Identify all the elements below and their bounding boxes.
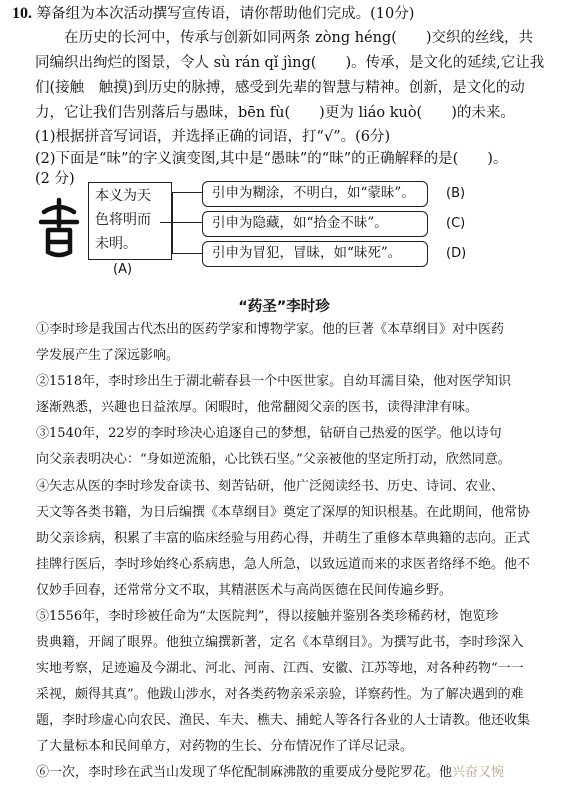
- sub-question-2: (2)下面是“昧”的字义演变图,其中是“愚昧”的“昧”的正确解释的是( )。: [35, 151, 508, 167]
- bracket-bottom: [172, 253, 202, 254]
- bracket-vertical: [172, 192, 173, 254]
- article-line: 向父亲表明决心：“身如逆流船，心比铁石坚。”父亲被他的坚定所打动，欣然同意。: [36, 452, 511, 467]
- passage-line-2: 同编织出绚烂的图景，令人 sù rán qǐ jìng( )。传承，是文化的延续,它让我: [35, 55, 545, 71]
- origin-line-1: 本义为天: [95, 188, 151, 204]
- article-line: 逐渐熟悉，兴趣也日益浓厚。闲暇时，他常翻阅父亲的医书，读得津津有味。: [36, 400, 479, 415]
- article-line: ①李时珍是我国古代杰出的医药学家和博物学家。他的巨著《本草纲目》对中医药: [36, 322, 505, 337]
- origin-label: (A): [113, 262, 133, 277]
- article-line: 挂牌行医后，李时珍始终心系病患，急人所急，以致远道而来的求医者络绎不绝。他不: [36, 557, 531, 572]
- origin-line-2: 色将明而: [95, 212, 151, 228]
- branch-text-c: 引申为隐藏，如“拾金不昧”。: [212, 215, 388, 231]
- article-title: “药圣”李时珍: [238, 299, 330, 315]
- origin-line-3: 未明。: [95, 236, 137, 252]
- passage-line-4: 力，它让我们告别落后与愚昧，bēn fù( )更为 liáo kuò( )的未来。: [35, 105, 515, 121]
- article-line: 实地考察，足迹遍及今湖北、河北、河南、江西、安徽、江苏等地，对各种药物“一一: [36, 661, 524, 676]
- passage-line-3: 们(接触 触摸)到历史的脉搏，感受到先辈的智慧与精神。创新，是文化的动: [35, 80, 525, 96]
- branch-label-b: (B): [446, 186, 466, 201]
- article-line: 题，李时珍虚心向农民、渔民、车夫、樵夫、捕蛇人等各行各业的人士请教。他还收集: [36, 713, 531, 728]
- sub-question-2-points: (2 分): [35, 171, 75, 187]
- article-line: ④矢志从医的李时珍发奋读书、刻苦钻研，他广泛阅读经书、历史、诗词、农业、: [36, 479, 505, 494]
- branch-label-d: (D): [446, 246, 467, 261]
- article-line-last: [36, 763, 504, 783]
- question-prompt: 筹备组为本次活动撰写宣传语，请你帮助他们完成。(10分): [36, 6, 415, 22]
- question-header: [12, 4, 414, 24]
- passage-line-1: 在历史的长河中，传承与创新如同两条 zòng héng( )交织的丝线，共: [64, 30, 534, 46]
- branch-label-c: (C): [446, 216, 466, 231]
- question-number: 10.: [12, 5, 32, 22]
- bracket-middle: [160, 222, 202, 223]
- article-line: 了大量标本和民间单方，对药物的生长、分布情况作了详尽记录。: [36, 739, 414, 754]
- origin-meaning-box: [88, 182, 172, 260]
- article-line: 贵典籍，开阔了眼界。他独立编撰新著，定名《本草纲目》。为撰写此书，李时珍深入: [36, 635, 524, 650]
- watermark-text: 兴奋又惋: [452, 765, 505, 780]
- article-line: ②1518年，李时珍出生于湖北蕲春县一个中医世家。自幼耳濡目染，他对医学知识: [36, 374, 512, 389]
- seal-script-character-icon: [36, 196, 82, 258]
- article-line: 采视，颇得其真”。他跋山涉水，对各类药物亲采亲验，详察药性。为了解决遇到的难: [36, 687, 524, 702]
- sub-question-1: (1)根据拼音写词语，并选择正确的词语，打“√”。(6分): [35, 129, 391, 145]
- article-line-text: ⑥一次，李时珍在武当山发现了华佗配制麻沸散的重要成分曼陀罗花。他: [36, 765, 453, 780]
- article-line: 学发展产生了深远影响。: [36, 348, 180, 363]
- article-line: ⑤1556年，李时珍被任命为“太医院判”，得以接触并鉴别各类珍稀药材，饱览珍: [36, 609, 499, 624]
- article-line: 仅妙手回春，还常常分文不取，其精湛医术与高尚医德在民间传遍乡野。: [36, 583, 453, 598]
- branch-text-b: 引申为糊涂，不明白，如“蒙昧”。: [212, 185, 415, 201]
- article-line: 天文等各类书籍，为日后编撰《本草纲目》奠定了深厚的知识根基。在此期间，他常协: [36, 505, 531, 520]
- article-line: 助父亲诊病，积累了丰富的临床经验与用药心得，并萌生了重修本草典籍的志向。正式: [36, 531, 531, 546]
- article-line: ③1540年，22岁的李时珍决心追逐自己的梦想，钻研自己热爱的医学。他以诗句: [36, 426, 502, 441]
- branch-text-d: 引申为冒犯，冒昧，如“昧死”。: [212, 245, 402, 261]
- bracket-top: [172, 192, 202, 193]
